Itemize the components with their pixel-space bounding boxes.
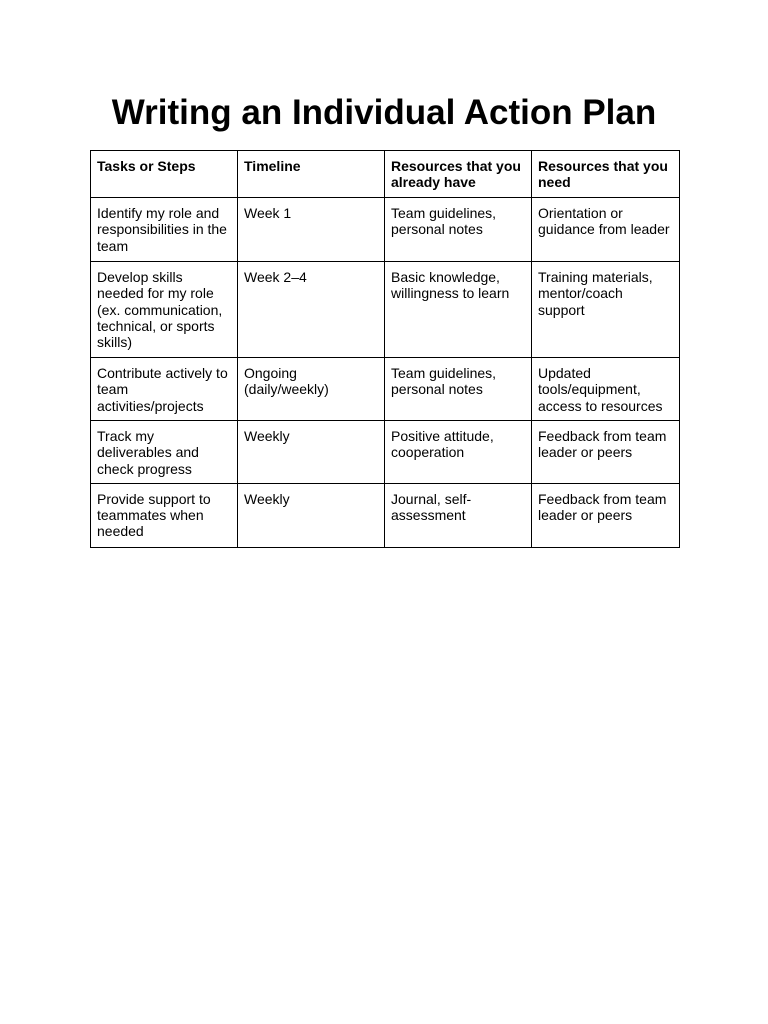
header-resources-need: Resources that you need xyxy=(532,151,680,198)
cell-resources-need: Feedback from team leader or peers xyxy=(532,421,680,484)
cell-task: Track my deliverables and check progress xyxy=(91,421,238,484)
table-row xyxy=(91,262,680,358)
table-row xyxy=(91,421,680,484)
cell-resources-have: Team guidelines, personal notes xyxy=(385,358,532,421)
header-tasks-or-steps: Tasks or Steps xyxy=(91,151,238,198)
cell-resources-need: Feedback from team leader or peers xyxy=(532,483,680,547)
cell-timeline: Weekly xyxy=(238,421,385,484)
cell-task: Provide support to teammates when needed xyxy=(91,483,238,547)
header-timeline: Timeline xyxy=(238,151,385,198)
cell-resources-have: Positive attitude, cooperation xyxy=(385,421,532,484)
cell-resources-have: Team guidelines, personal notes xyxy=(385,198,532,262)
cell-resources-need: Updated tools/equipment, access to resources xyxy=(532,358,680,421)
header-resources-have: Resources that you already have xyxy=(385,151,532,198)
cell-timeline: Ongoing (daily/weekly) xyxy=(238,358,385,421)
cell-timeline: Week 1 xyxy=(238,198,385,262)
cell-task: Develop skills needed for my role (ex. communication, technical, or sports skills) xyxy=(91,262,238,358)
cell-resources-need: Orientation or guidance from leader xyxy=(532,198,680,262)
cell-task: Identify my role and responsibilities in the team xyxy=(91,198,238,262)
table-row xyxy=(91,483,680,547)
cell-resources-need: Training materials, mentor/coach support xyxy=(532,262,680,358)
table-row xyxy=(91,358,680,421)
cell-resources-have: Basic knowledge, willingness to learn xyxy=(385,262,532,358)
action-plan-table xyxy=(90,150,680,548)
cell-timeline: Week 2–4 xyxy=(238,262,385,358)
cell-timeline: Weekly xyxy=(238,483,385,547)
table-header-row xyxy=(91,151,680,198)
cell-resources-have: Journal, self-assessment xyxy=(385,483,532,547)
table-row xyxy=(91,198,680,262)
page-title: Writing an Individual Action Plan xyxy=(111,93,657,132)
cell-task: Contribute actively to team activities/projects xyxy=(91,358,238,421)
